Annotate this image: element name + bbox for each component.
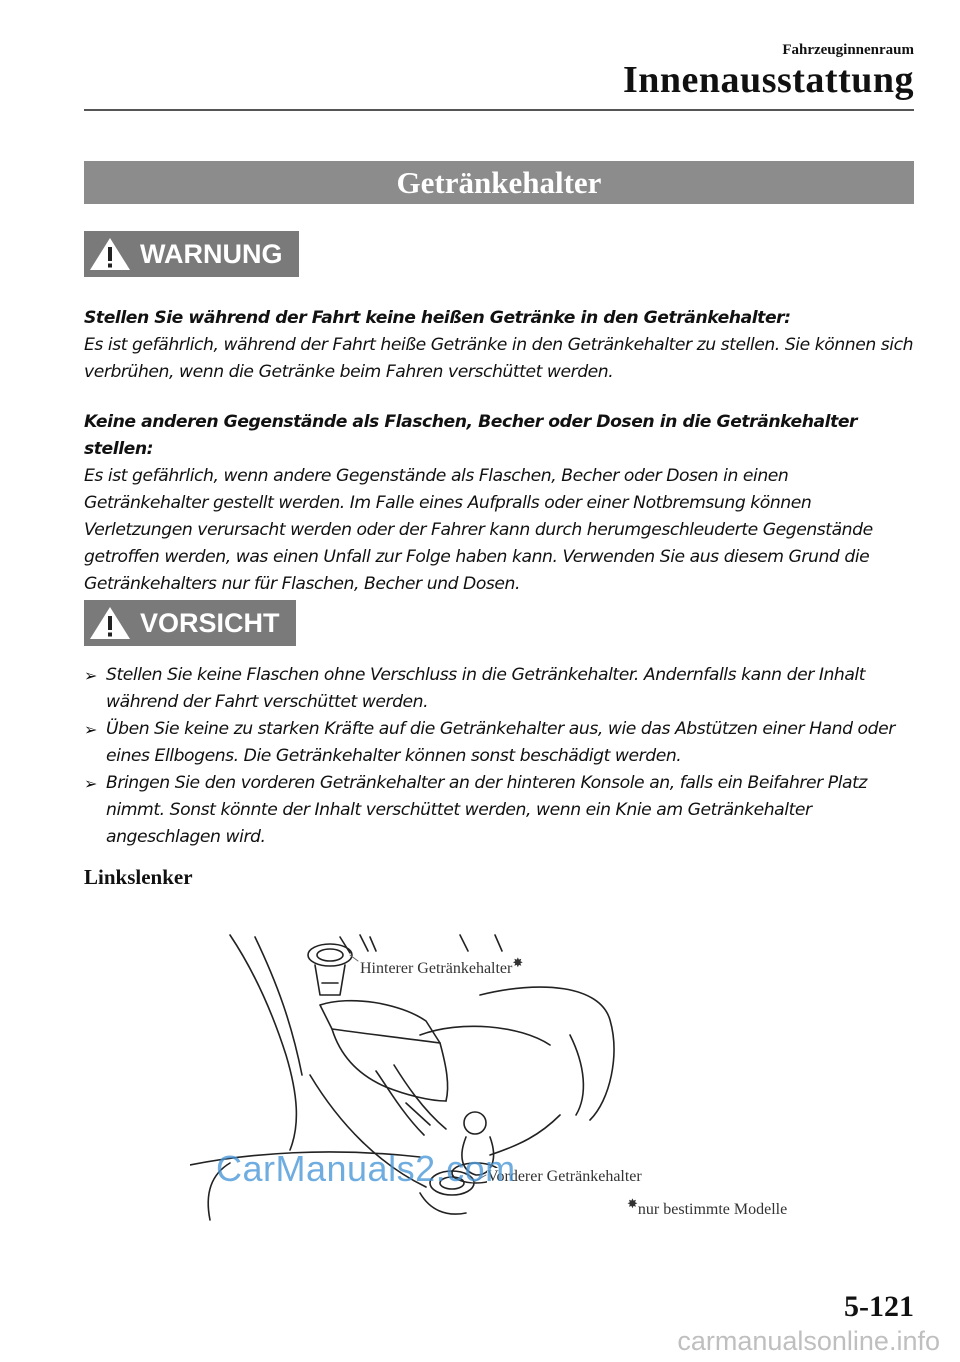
list-item	[84, 716, 914, 770]
caution-text: Üben Sie keine zu starken Kräfte auf die Getränkehalter aus, wie das Abstützen einer Hand oder eines Ellbogens. Die Getränkehalter können sonst beschädigt werden.	[106, 719, 895, 766]
front-cupholder-label: Vorderer Getränkehalter	[487, 1168, 642, 1185]
watermark: CarManuals2.com	[216, 1148, 516, 1189]
warning-badge	[84, 231, 299, 277]
caution-text: Bringen Sie den vorderen Getränkehalter an der hinteren Konsole an, falls ein Beifahrer Platz nimmt. Sonst könnte der Inhalt verschüttet werden, wenn ein Knie am Getränkehalter angeschlagen wird.	[106, 773, 867, 847]
section-heading: Getränkehalter	[84, 161, 914, 204]
model-note	[627, 1196, 787, 1219]
rear-cupholder-text: Hinterer Getränkehalter	[360, 960, 513, 977]
warning-heading: Stellen Sie während der Fahrt keine heißen Getränke in den Getränkehalter:	[84, 308, 791, 328]
asterisk-icon: ✸	[627, 1196, 638, 1211]
warning-paragraph	[84, 305, 914, 386]
list-item	[84, 770, 914, 851]
subsection-heading: Linkslenker	[84, 865, 193, 889]
warning-paragraph	[84, 409, 914, 598]
rear-cupholder-label	[360, 955, 523, 978]
footer-url: carmanualsonline.info	[677, 1326, 940, 1356]
warning-triangle-icon	[88, 236, 132, 272]
caution-label: VORSICHT	[140, 607, 280, 638]
caution-list	[84, 662, 914, 851]
warning-body: Es ist gefährlich, während der Fahrt heiße Getränke in den Getränkehalter zu stellen. Sie können sich verbrühen, wenn die Getränke beim Fahren verschüttet werden.	[84, 335, 914, 382]
caution-triangle-icon	[88, 605, 132, 641]
asterisk-icon: ✸	[512, 955, 524, 970]
warning-body: Es ist gefährlich, wenn andere Gegenstände als Flaschen, Becher oder Dosen in einen Getränkehalter gestellt werden. Im Falle eines Aufpralls oder einer Notbremsung können Verletzungen verursacht werden oder der Fahrer kann durch herumgeschleuderte Gegenstände getroffen werden, was einen Unfall zur Folge haben kann. Verwenden Sie aus diesem Grund die Getränkehalters nur für Flaschen, Becher und Dosen.	[84, 466, 873, 594]
warning-label: WARNUNG	[140, 238, 283, 269]
warning-heading: Keine anderen Gegenstände als Flaschen, Becher oder Dosen in die Getränkehalter stellen:	[84, 412, 858, 459]
page-title: Innenausstattung	[623, 59, 914, 101]
model-note-text: nur bestimmte Modelle	[637, 1201, 788, 1218]
caution-badge	[84, 600, 296, 646]
list-item	[84, 662, 914, 716]
arrow-bullet-icon: ➢	[84, 774, 97, 793]
header-divider	[84, 109, 914, 111]
chapter-title: Fahrzeuginnenraum	[782, 42, 914, 58]
page-number: 5-121	[844, 1290, 914, 1323]
arrow-bullet-icon: ➢	[84, 666, 97, 685]
caution-text: Stellen Sie keine Flaschen ohne Verschluss in die Getränkehalter. Andernfalls kann der Inhalt während der Fahrt verschüttet werden.	[106, 665, 866, 712]
arrow-bullet-icon: ➢	[84, 720, 97, 739]
